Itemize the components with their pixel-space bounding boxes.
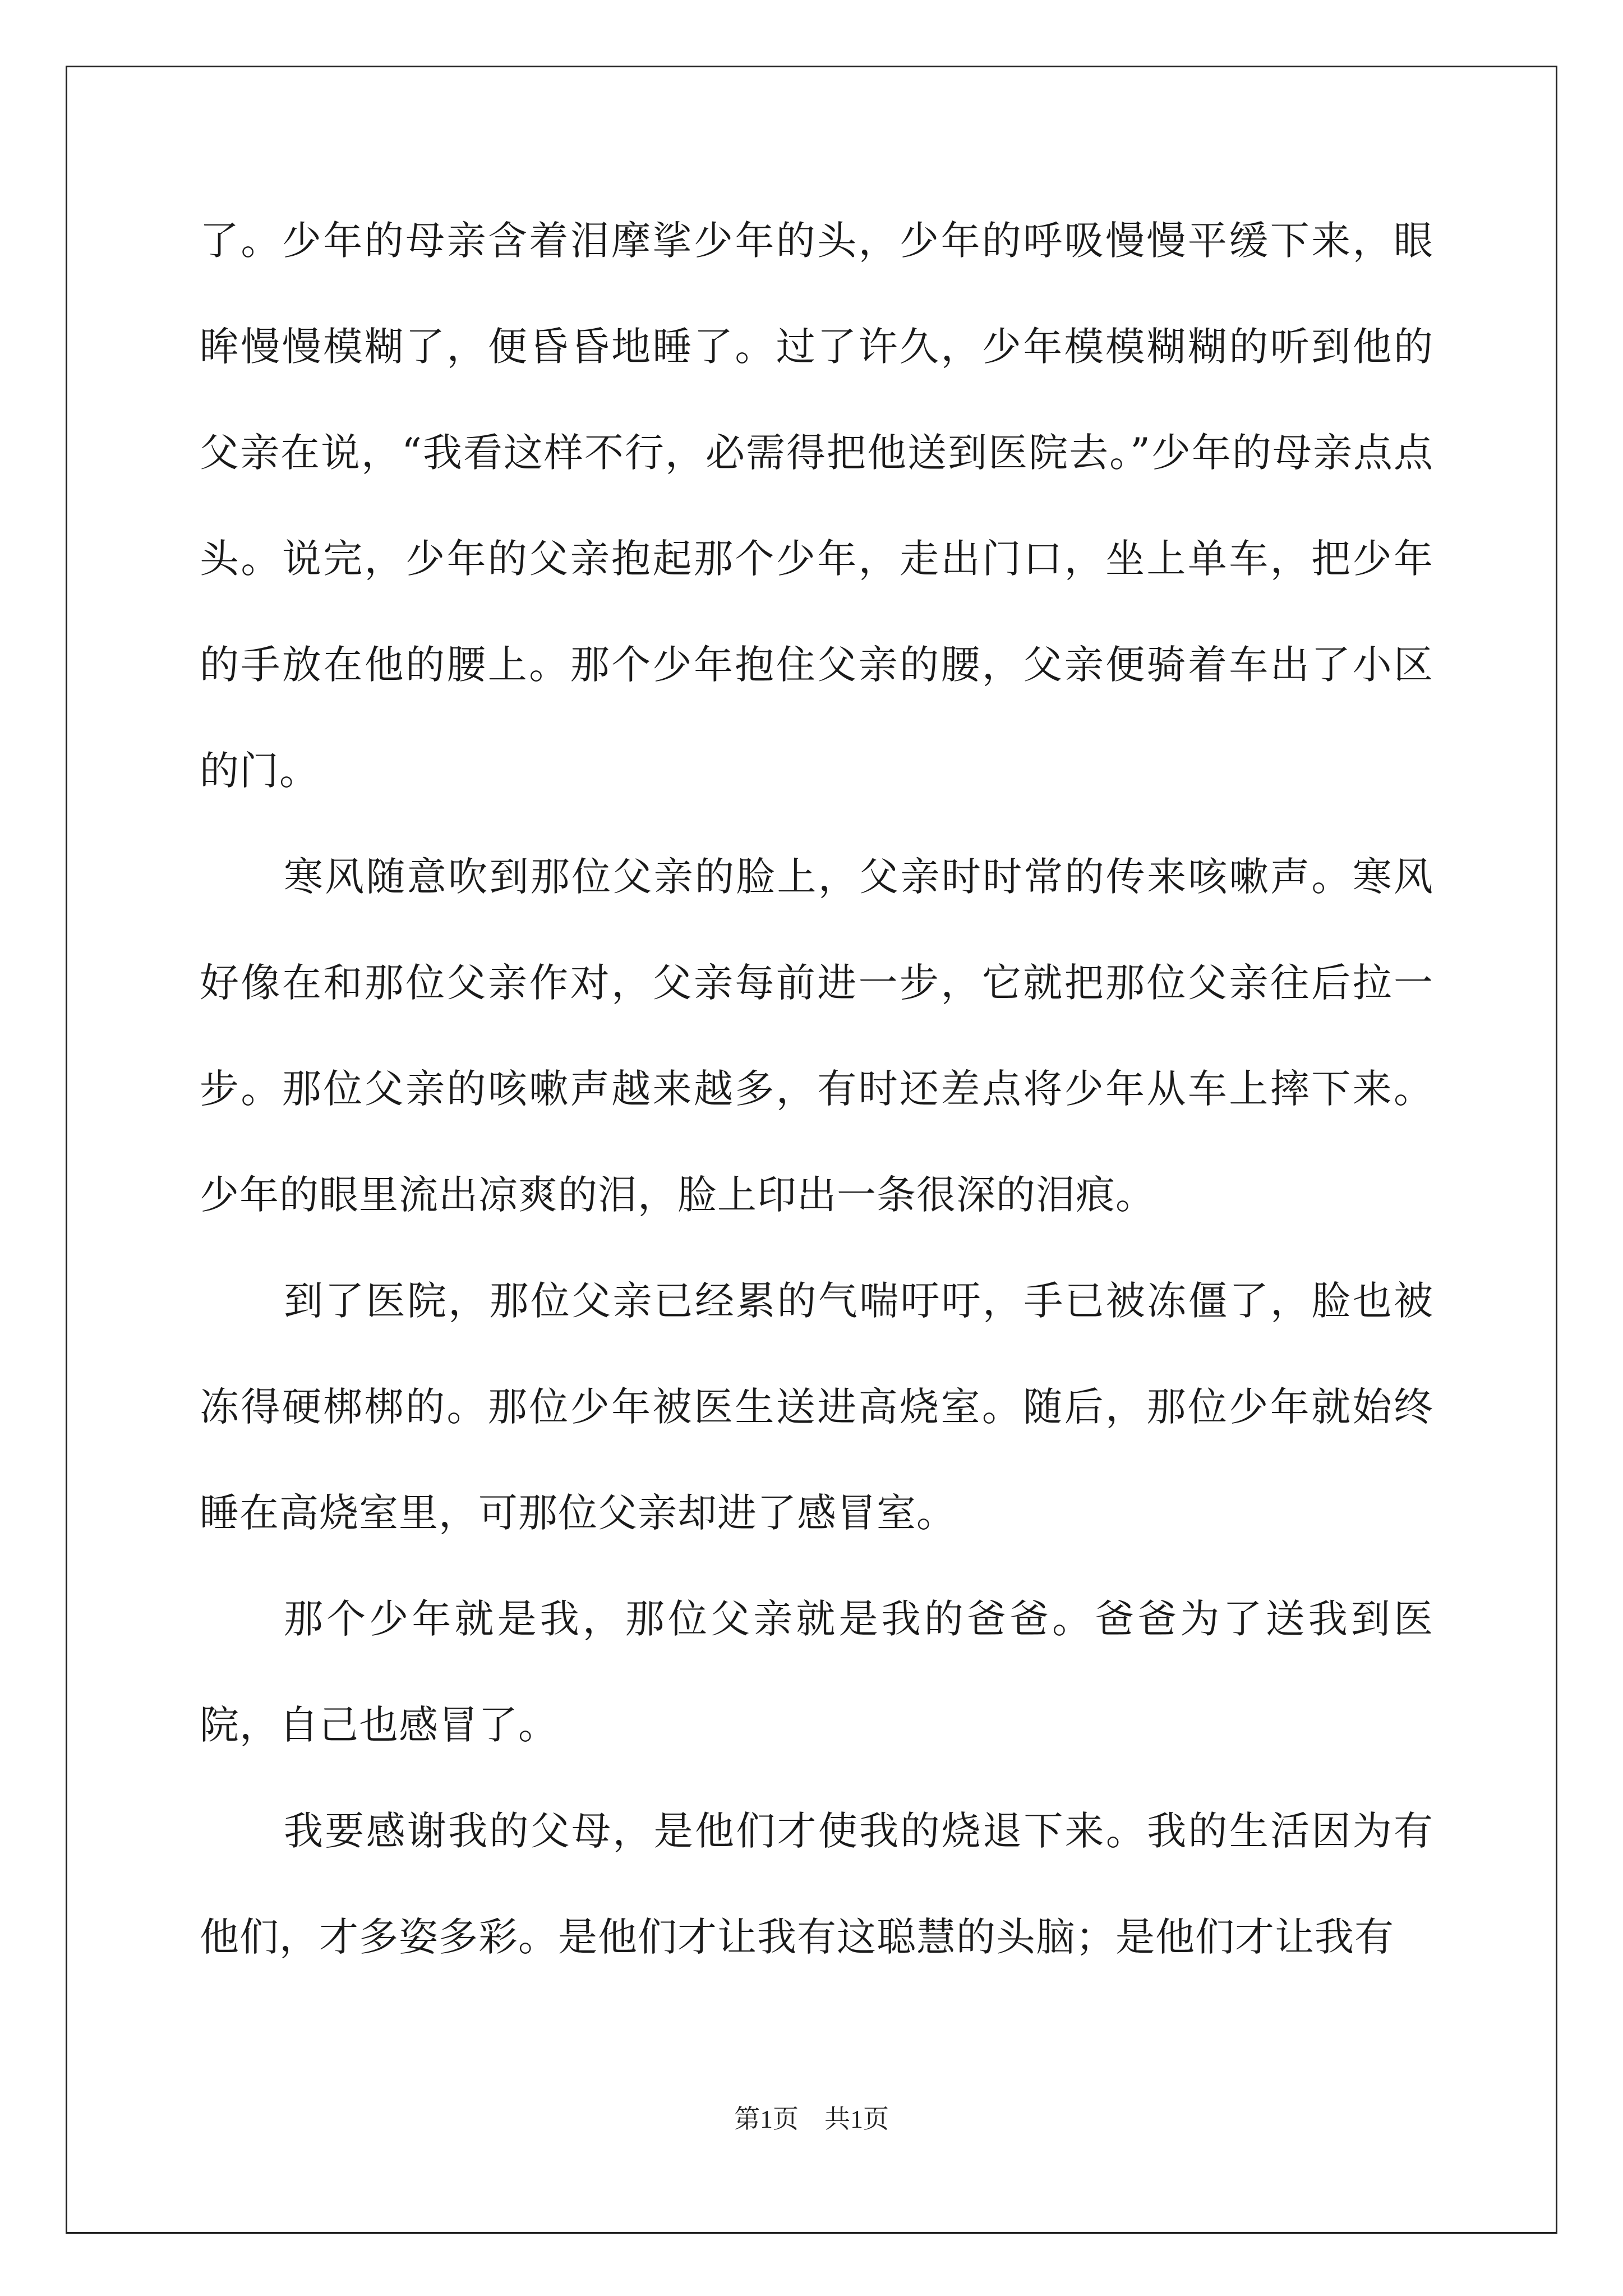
page-total: 共1页 [824, 2105, 889, 2133]
paragraph-hospital: 到了医院，那位父亲已经累的气喘吁吁，手已被冻僵了，脸也被冻得硬梆梆的。那位少年被医生送进高烧室。随后，那位少年就始终睡在高烧室里，可那位父亲却进了感冒室。 [200, 1278, 1433, 1536]
paragraph-gratitude: 我要感谢我的父母，是他们才使我的烧退下来。我的生活因为有他们，才多姿多彩。是他们才让我有这聪慧的头脑；是他们才让我有 [200, 1808, 1433, 1960]
page-number: 第1页 [734, 2105, 799, 2133]
paragraph-continued: 了。少年的母亲含着泪摩挲少年的头，少年的呼吸慢慢平缓下来，眼眸慢慢模糊了，便昏昏地睡了。过了许久，少年模模糊糊的听到他的父亲在说，“我看这样不行，必需得把他送到医院去。”少年的母亲点点头。说完，少年的父亲抱起那个少年，走出门口，坐上单车，把少年的手放在他的腰上。那个少年抱住父亲的腰，父亲便骑着车出了小区的门。 [200, 218, 1433, 794]
paragraph-reveal: 那个少年就是我，那位父亲就是我的爸爸。爸爸为了送我到医院，自己也感冒了。 [200, 1596, 1433, 1748]
document-body [200, 188, 1433, 1990]
page-footer [0, 2102, 1623, 2136]
paragraph-cold-wind: 寒风随意吹到那位父亲的脸上，父亲时时常的传来咳嗽声。寒风好像在和那位父亲作对，父亲每前进一步，它就把那位父亲往后拉一步。那位父亲的咳嗽声越来越多，有时还差点将少年从车上摔下来。少年的眼里流出凉爽的泪，脸上印出一条很深的泪痕。 [200, 854, 1433, 1218]
